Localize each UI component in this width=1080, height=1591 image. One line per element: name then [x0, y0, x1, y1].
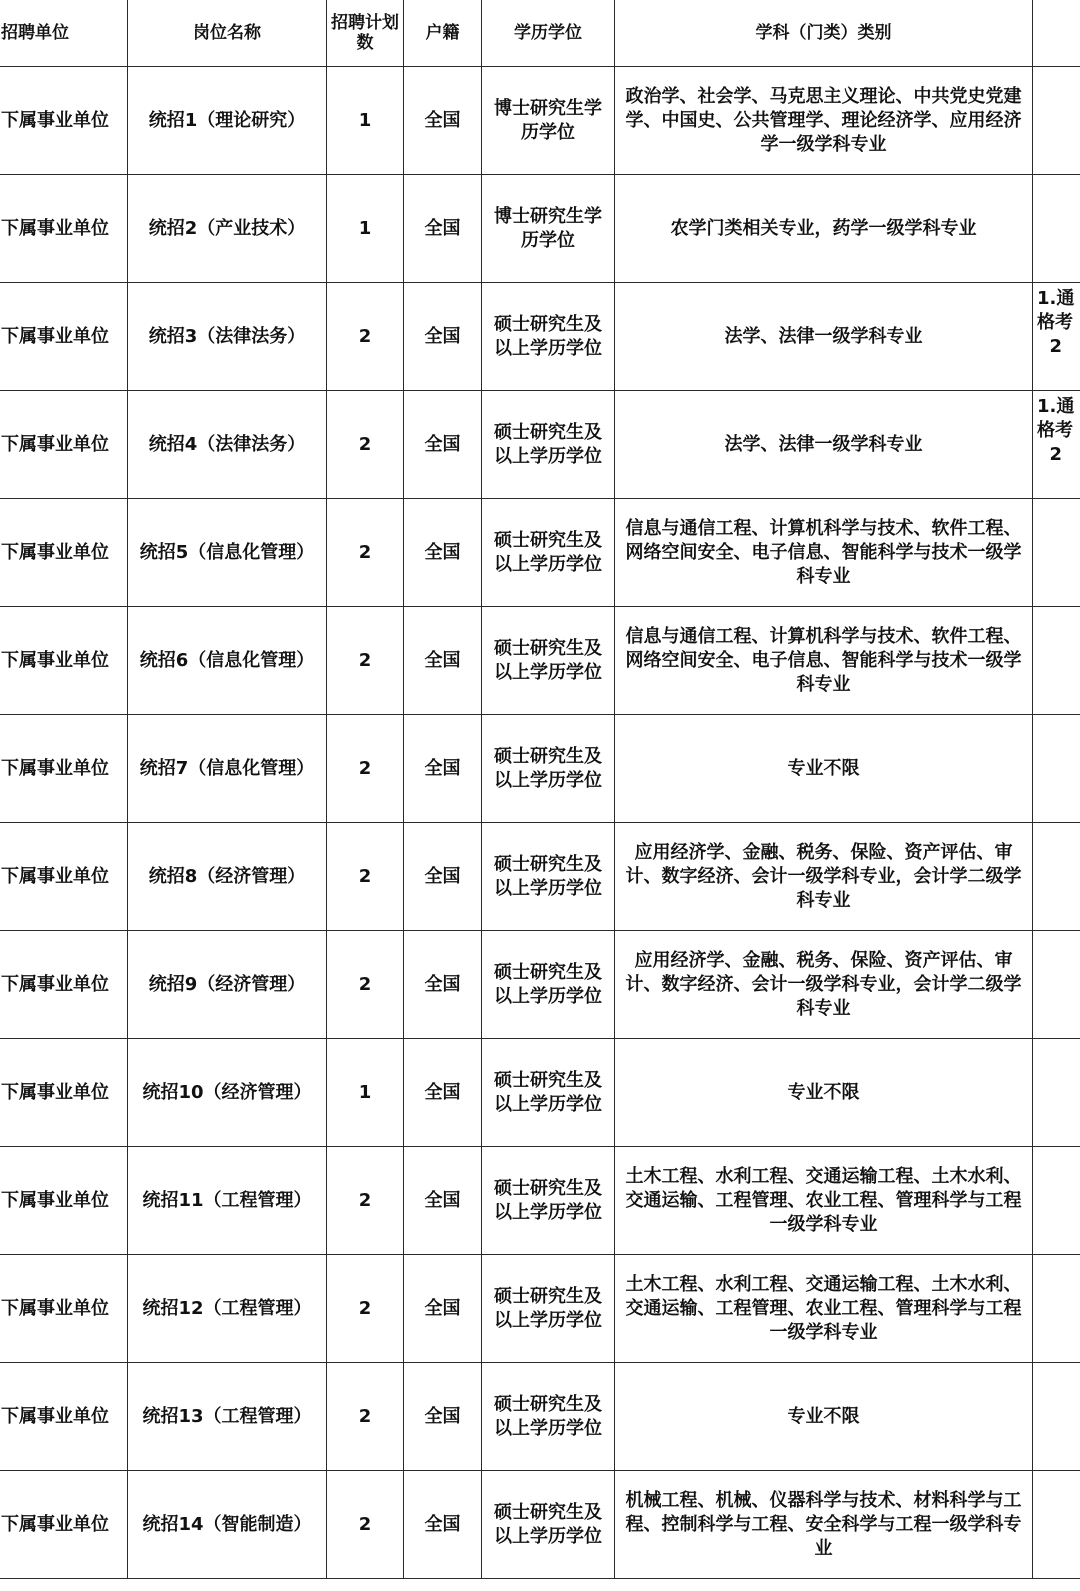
cell-degree: 硕士研究生及以上学历学位	[482, 1147, 615, 1255]
cell-discipline: 信息与通信工程、计算机科学与技术、软件工程、网络空间安全、电子信息、智能科学与技术一级学科专业	[615, 499, 1033, 607]
cell-unit: 下属事业单位	[0, 499, 128, 607]
cell-degree: 硕士研究生及以上学历学位	[482, 499, 615, 607]
cell-hukou: 全国	[404, 715, 482, 823]
cell-degree: 硕士研究生及以上学历学位	[482, 1363, 615, 1471]
cell-discipline: 专业不限	[615, 1363, 1033, 1471]
cell-extra-requirements	[1033, 67, 1080, 175]
cell-unit: 下属事业单位	[0, 1255, 128, 1363]
cell-post-name: 统招7（信息化管理）	[128, 715, 327, 823]
cell-hukou: 全国	[404, 1147, 482, 1255]
cell-discipline: 土木工程、水利工程、交通运输工程、土木水利、交通运输、工程管理、农业工程、管理科学与工程一级学科专业	[615, 1255, 1033, 1363]
cell-extra-requirements	[1033, 175, 1080, 283]
table-row	[0, 1471, 1080, 1579]
cell-plan-count: 2	[327, 823, 404, 931]
cell-post-name: 统招5（信息化管理）	[128, 499, 327, 607]
cell-post-name: 统招1（理论研究）	[128, 67, 327, 175]
cell-unit: 下属事业单位	[0, 391, 128, 499]
header-post: 岗位名称	[128, 0, 327, 67]
cell-unit: 下属事业单位	[0, 1471, 128, 1579]
cell-discipline: 政治学、社会学、马克思主义理论、中共党史党建学、中国史、公共管理学、理论经济学、应用经济学一级学科专业	[615, 67, 1033, 175]
cell-extra-requirements	[1033, 931, 1080, 1039]
cell-hukou: 全国	[404, 283, 482, 391]
cell-plan-count: 2	[327, 391, 404, 499]
cell-degree: 博士研究生学历学位	[482, 175, 615, 283]
cell-hukou: 全国	[404, 67, 482, 175]
cell-unit: 下属事业单位	[0, 607, 128, 715]
header-count: 招聘计划数	[327, 0, 404, 67]
header-degree: 学历学位	[482, 0, 615, 67]
table-header-row	[0, 0, 1080, 67]
cell-extra-requirements	[1033, 391, 1080, 499]
cell-plan-count: 2	[327, 1147, 404, 1255]
header-unit: 招聘单位	[0, 0, 128, 67]
cell-plan-count: 2	[327, 499, 404, 607]
cell-degree: 硕士研究生及以上学历学位	[482, 931, 615, 1039]
cell-post-name: 统招3（法律法务）	[128, 283, 327, 391]
cell-extra-requirements	[1033, 607, 1080, 715]
cell-plan-count: 1	[327, 1039, 404, 1147]
cell-plan-count: 1	[327, 67, 404, 175]
cell-unit: 下属事业单位	[0, 931, 128, 1039]
cell-hukou: 全国	[404, 1471, 482, 1579]
cell-extra-requirements	[1033, 1147, 1080, 1255]
cell-discipline: 机械工程、机械、仪器科学与技术、材料科学与工程、控制科学与工程、安全科学与工程一级学科专业	[615, 1471, 1033, 1579]
cell-discipline: 专业不限	[615, 715, 1033, 823]
cell-hukou: 全国	[404, 175, 482, 283]
cell-extra-requirements	[1033, 1039, 1080, 1147]
cell-plan-count: 2	[327, 1471, 404, 1579]
cell-unit: 下属事业单位	[0, 175, 128, 283]
table-row	[0, 1255, 1080, 1363]
cell-discipline: 专业不限	[615, 1039, 1033, 1147]
cell-extra-requirements	[1033, 715, 1080, 823]
cell-post-name: 统招10（经济管理）	[128, 1039, 327, 1147]
cell-hukou: 全国	[404, 499, 482, 607]
cell-discipline: 土木工程、水利工程、交通运输工程、土木水利、交通运输、工程管理、农业工程、管理科学与工程一级学科专业	[615, 1147, 1033, 1255]
cell-degree: 硕士研究生及以上学历学位	[482, 283, 615, 391]
table-row	[0, 499, 1080, 607]
cell-unit: 下属事业单位	[0, 283, 128, 391]
cell-degree: 硕士研究生及以上学历学位	[482, 1471, 615, 1579]
cell-hukou: 全国	[404, 823, 482, 931]
cell-unit: 下属事业单位	[0, 715, 128, 823]
table-row	[0, 391, 1080, 499]
cell-discipline: 农学门类相关专业，药学一级学科专业	[615, 175, 1033, 283]
table-body	[0, 67, 1080, 1579]
cell-plan-count: 2	[327, 931, 404, 1039]
cell-degree: 硕士研究生及以上学历学位	[482, 1255, 615, 1363]
header-extra	[1033, 0, 1080, 67]
cell-discipline: 信息与通信工程、计算机科学与技术、软件工程、网络空间安全、电子信息、智能科学与技术一级学科专业	[615, 607, 1033, 715]
cell-unit: 下属事业单位	[0, 67, 128, 175]
table-row	[0, 715, 1080, 823]
cell-post-name: 统招6（信息化管理）	[128, 607, 327, 715]
cell-plan-count: 1	[327, 175, 404, 283]
table-row	[0, 283, 1080, 391]
cell-plan-count: 2	[327, 283, 404, 391]
cell-post-name: 统招8（经济管理）	[128, 823, 327, 931]
cell-discipline: 法学、法律一级学科专业	[615, 283, 1033, 391]
cell-degree: 硕士研究生及以上学历学位	[482, 715, 615, 823]
cell-extra-requirements	[1033, 283, 1080, 391]
cell-unit: 下属事业单位	[0, 1147, 128, 1255]
cell-unit: 下属事业单位	[0, 1363, 128, 1471]
cell-hukou: 全国	[404, 391, 482, 499]
cell-degree: 硕士研究生及以上学历学位	[482, 391, 615, 499]
cell-plan-count: 2	[327, 1363, 404, 1471]
cell-post-name: 统招9（经济管理）	[128, 931, 327, 1039]
cell-extra-requirements	[1033, 1363, 1080, 1471]
cell-post-name: 统招14（智能制造）	[128, 1471, 327, 1579]
table-row	[0, 931, 1080, 1039]
cell-plan-count: 2	[327, 715, 404, 823]
cell-hukou: 全国	[404, 1255, 482, 1363]
table-row	[0, 175, 1080, 283]
cell-extra-requirements	[1033, 823, 1080, 931]
cell-discipline: 法学、法律一级学科专业	[615, 391, 1033, 499]
cell-plan-count: 2	[327, 1255, 404, 1363]
cell-unit: 下属事业单位	[0, 823, 128, 931]
cell-post-name: 统招2（产业技术）	[128, 175, 327, 283]
cell-hukou: 全国	[404, 1363, 482, 1471]
cell-discipline: 应用经济学、金融、税务、保险、资产评估、审计、数字经济、会计一级学科专业，会计学二级学科专业	[615, 931, 1033, 1039]
cell-post-name: 统招13（工程管理）	[128, 1363, 327, 1471]
cell-hukou: 全国	[404, 1039, 482, 1147]
cell-plan-count: 2	[327, 607, 404, 715]
table-row	[0, 1147, 1080, 1255]
table-row	[0, 1363, 1080, 1471]
cell-degree: 博士研究生学历学位	[482, 67, 615, 175]
table-row	[0, 67, 1080, 175]
table-row	[0, 823, 1080, 931]
cell-post-name: 统招4（法律法务）	[128, 391, 327, 499]
table-row	[0, 1039, 1080, 1147]
cell-discipline: 应用经济学、金融、税务、保险、资产评估、审计、数字经济、会计一级学科专业，会计学二级学科专业	[615, 823, 1033, 931]
cell-post-name: 统招12（工程管理）	[128, 1255, 327, 1363]
cell-degree: 硕士研究生及以上学历学位	[482, 607, 615, 715]
cell-post-name: 统招11（工程管理）	[128, 1147, 327, 1255]
cell-extra-requirements	[1033, 499, 1080, 607]
cell-hukou: 全国	[404, 931, 482, 1039]
cell-extra-requirements	[1033, 1255, 1080, 1363]
cell-extra-requirements	[1033, 1471, 1080, 1579]
cell-degree: 硕士研究生及以上学历学位	[482, 1039, 615, 1147]
header-hukou: 户籍	[404, 0, 482, 67]
header-discipline: 学科（门类）类别	[615, 0, 1033, 67]
table-row	[0, 607, 1080, 715]
cell-hukou: 全国	[404, 607, 482, 715]
extra-requirements-text: 1.通 格考 2	[1037, 288, 1075, 357]
cell-degree: 硕士研究生及以上学历学位	[482, 823, 615, 931]
extra-requirements-text: 1.通 格考 2	[1037, 396, 1075, 465]
cell-unit: 下属事业单位	[0, 1039, 128, 1147]
